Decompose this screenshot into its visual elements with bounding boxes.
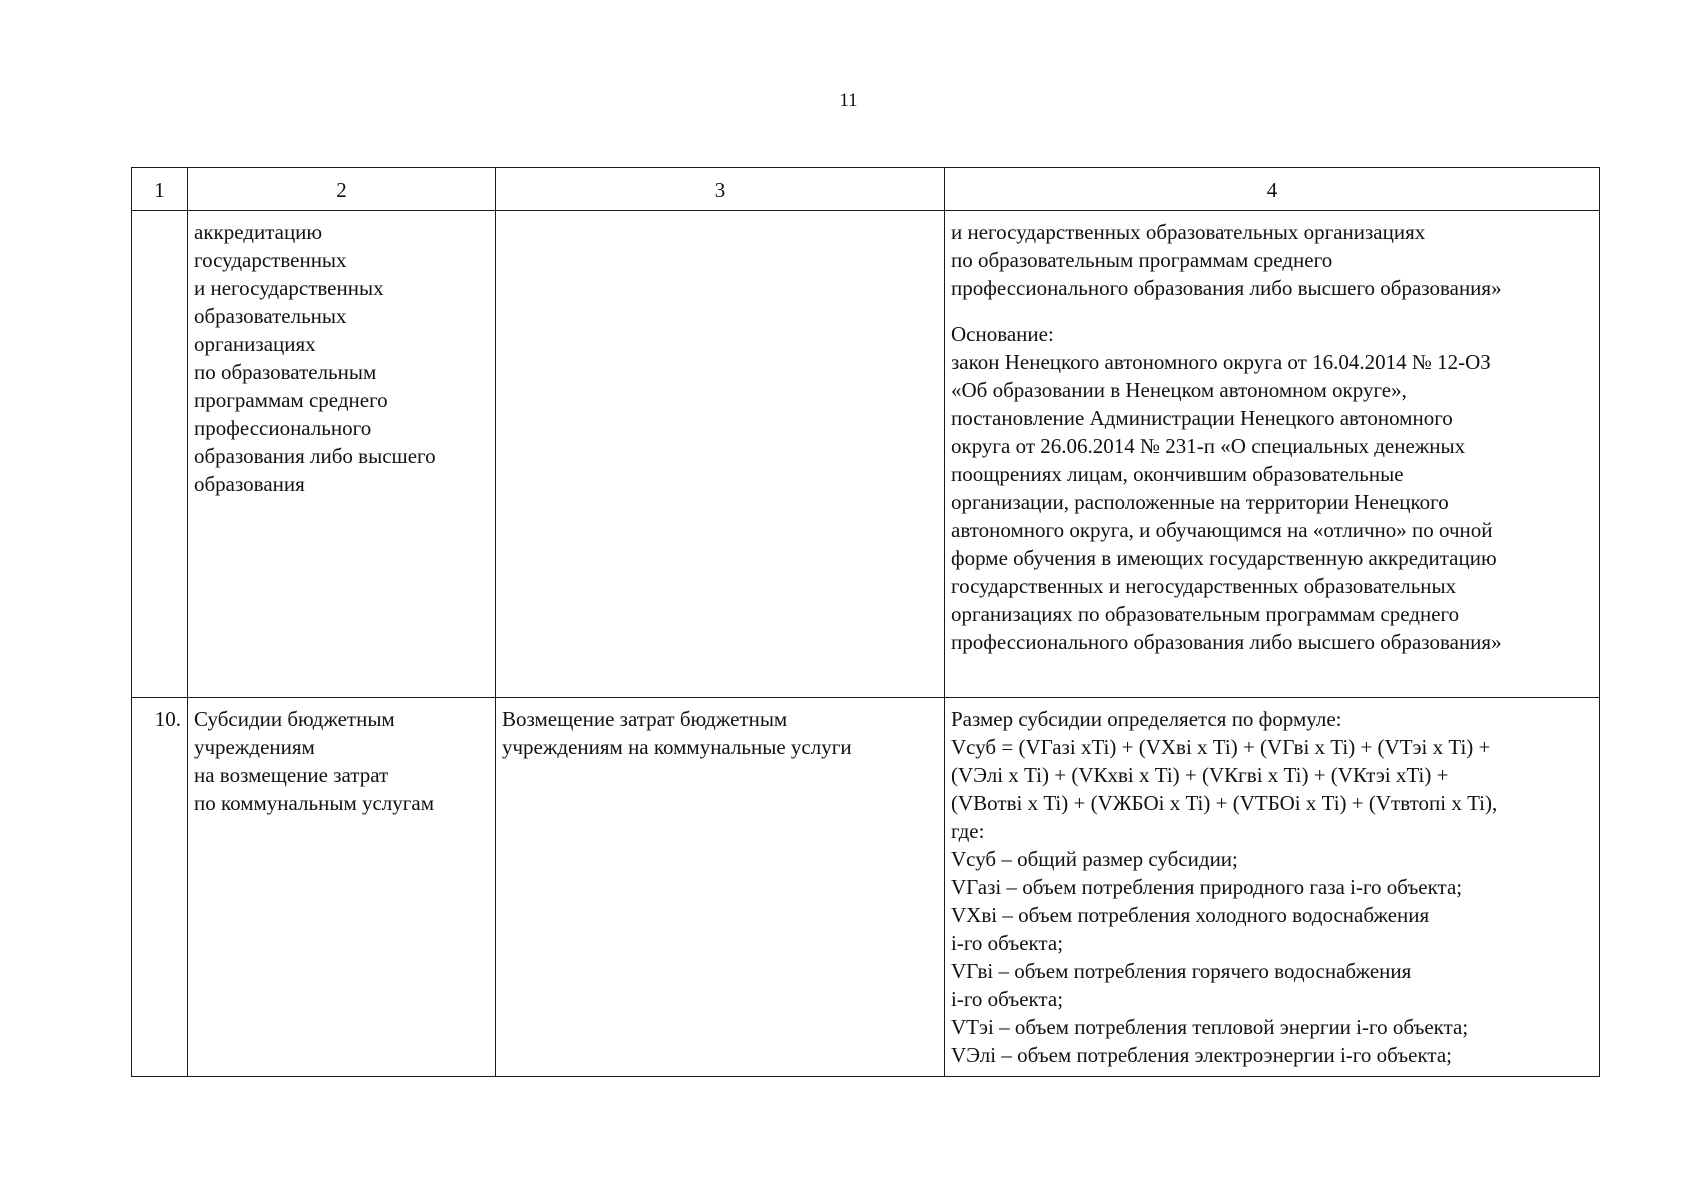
cell-text-line: по образовательным: [194, 360, 377, 384]
cell-text-line: аккредитацию: [194, 220, 323, 244]
cell-text-line: образования: [194, 472, 305, 496]
cell-text-line: и негосударственных: [194, 276, 384, 300]
cell-text-line: организациях: [194, 332, 316, 356]
cell-text-line: Размер субсидии определяется по формуле:: [951, 707, 1342, 731]
row-number-cell: [132, 211, 188, 698]
cell-text-line: и негосударственных образовательных организациях: [951, 220, 1426, 244]
variable-definition: VТэi – объем потребления тепловой энергии i-го объекта;: [951, 1015, 1469, 1039]
formula-cell: [945, 698, 1600, 1077]
cell-text-line: постановление Администрации Ненецкого автономного: [951, 406, 1453, 430]
variable-definition: Vсуб – общий размер субсидии;: [951, 847, 1238, 871]
cell-text-line: профессионального образования либо высшего образования»: [951, 630, 1502, 654]
row-number-cell: 10.: [132, 698, 188, 1077]
table-header-row: [132, 168, 1600, 211]
formula-line: (VЭлi х Ti) + (VКхвi х Ti) + (VКгвi х Ti) + (VКтэi хTi) +: [951, 763, 1449, 787]
measure-name-cell: [188, 698, 496, 1077]
cell-text-line: автономного округа, и обучающимся на «отлично» по очной: [951, 518, 1493, 542]
cell-text-line: образовательных: [194, 304, 347, 328]
purpose-cell: [496, 698, 945, 1077]
cell-text-line: организациях по образовательным программам среднего: [951, 602, 1460, 626]
formula-line: (VВотвi х Ti) + (VЖБОi х Ti) + (VТБОi х Ti) + (Vтвтопi х Ti),: [951, 791, 1498, 815]
table-row: [132, 698, 1600, 1077]
variable-definition: VГвi – объем потребления горячего водоснабжения: [951, 959, 1412, 983]
variable-definition: i-го объекта;: [951, 931, 1064, 955]
cell-text-line: профессионального: [194, 416, 372, 440]
cell-text-line: Субсидии бюджетным: [194, 707, 395, 731]
cell-text-line: учреждениям на коммунальные услуги: [502, 735, 852, 759]
cell-text-line: по образовательным программам среднего: [951, 248, 1333, 272]
variable-definition: VХвi – объем потребления холодного водоснабжения: [951, 903, 1430, 927]
cell-text-line: форме обучения в имеющих государственную аккредитацию: [951, 546, 1497, 570]
cell-text-line: государственных и негосударственных образовательных: [951, 574, 1457, 598]
cell-text-line: «Об образовании в Ненецком автономном округе»,: [951, 378, 1407, 402]
cell-text-line: профессионального образования либо высшего образования»: [951, 276, 1502, 300]
formula-line: Vсуб = (VГазi хTi) + (VХвi х Ti) + (VГвi х Ti) + (VТэi х Ti) +: [951, 735, 1491, 759]
cell-text-line: округа от 26.06.2014 № 231-п «О специальных денежных: [951, 434, 1466, 458]
purpose-cell: [496, 211, 945, 698]
document-table: [131, 167, 1600, 1077]
cell-text-line: организации, расположенные на территории Ненецкого: [951, 490, 1449, 514]
header-col-2: 2: [188, 168, 496, 211]
cell-text-line: программам среднего: [194, 388, 388, 412]
cell-text-line: закон Ненецкого автономного округа от 16.04.2014 № 12-ОЗ: [951, 350, 1491, 374]
header-col-1: 1: [132, 168, 188, 211]
cell-text-line: по коммунальным услугам: [194, 791, 435, 815]
variable-definition: i-го объекта;: [951, 987, 1064, 1011]
basis-heading: Основание:: [951, 322, 1054, 346]
header-col-4: 4: [945, 168, 1600, 211]
page-number: 11: [839, 90, 858, 111]
measure-name-cell: [188, 211, 496, 698]
header-col-3: 3: [496, 168, 945, 211]
variable-definition: VГазi – объем потребления природного газа i-го объекта;: [951, 875, 1463, 899]
cell-text-line: образования либо высшего: [194, 444, 436, 468]
cell-text-line: Возмещение затрат бюджетным: [502, 707, 788, 731]
paragraph-gap: [951, 302, 1593, 320]
cell-text-line: на возмещение затрат: [194, 763, 389, 787]
cell-text-line: учреждениям: [194, 735, 315, 759]
description-cell: [945, 211, 1600, 698]
table-row: [132, 211, 1600, 698]
cell-text-line: государственных: [194, 248, 347, 272]
cell-text-line: где:: [951, 819, 985, 843]
cell-text-line: поощрениях лицам, окончившим образовательные: [951, 462, 1404, 486]
variable-definition: VЭлi – объем потребления электроэнергии i-го объекта;: [951, 1043, 1452, 1067]
